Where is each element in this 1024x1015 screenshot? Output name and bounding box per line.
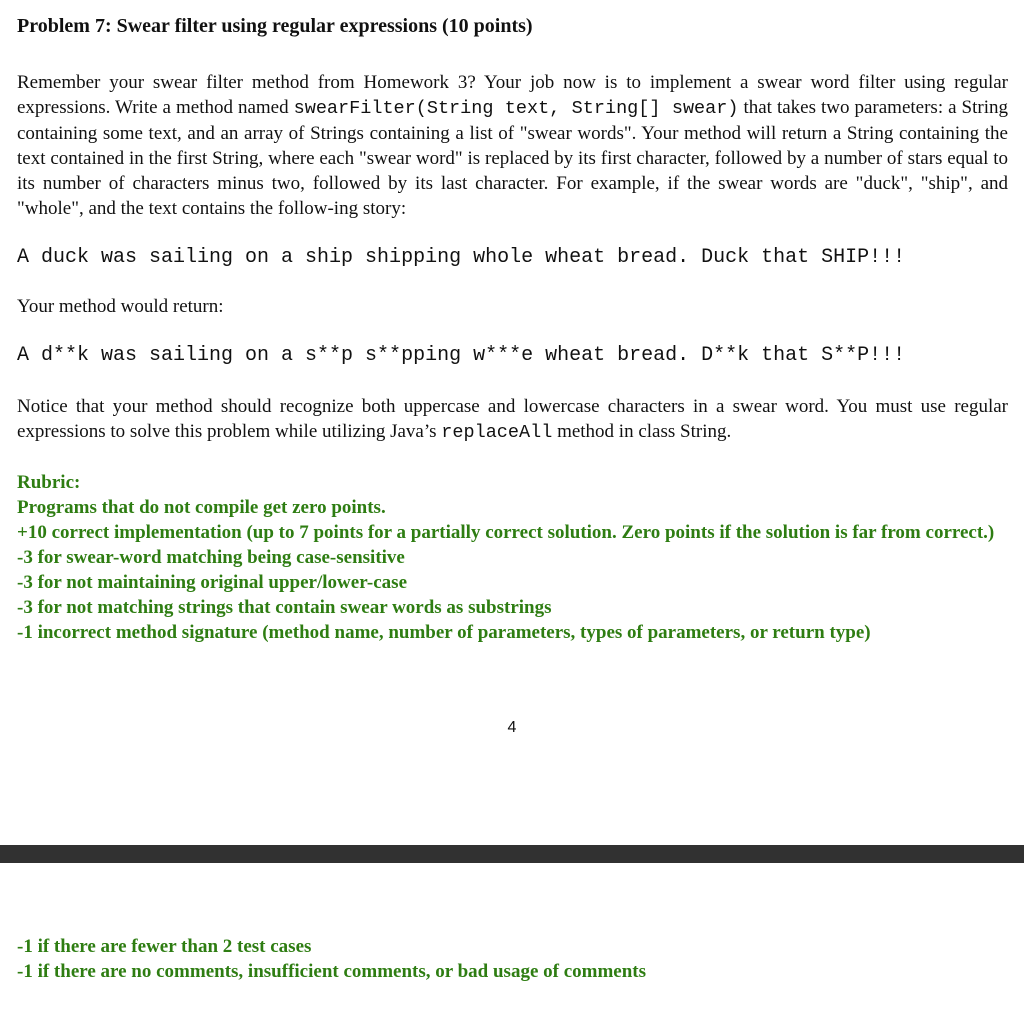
rubric-item: -1 if there are fewer than 2 test cases	[17, 936, 312, 957]
rubric-item: -3 for swear-word matching being case-sensitive	[17, 547, 405, 568]
notice-text-1: Notice that your method should recognize both uppercase and lowercase characters in a swear word. You must use regular expressions to solve this problem while utilizing Java’s	[17, 396, 1008, 442]
rubric-item: -3 for not matching strings that contain swear words as substrings	[17, 597, 552, 618]
example-output-code: A d**k was sailing on a s**p s**pping w***e wheat bread. D**k that S**P!!!	[17, 344, 906, 367]
rubric-item: -1 incorrect method signature (method name, number of parameters, types of parameters, or return type)	[17, 622, 871, 643]
intro-text-1: Remember your swear filter method from Homework 3? Your job now is to implement a swear word filter using regular expressions. Write a method named	[17, 72, 1008, 118]
method-signature-code: swearFilter(String text, String[] swear)	[293, 98, 739, 119]
intro-text-2: that takes two parameters: a String containing some text, and an array of Strings containing a list of "swear words". Your method will return a String containing the text contained in the first String, where each "swear word" is replaced by its first character, followed by a number of stars equal to its number of characters minus two, followed by its last character. For example, if the swear words are "duck", "ship", and "whole", and the text contains the follow-ing story:	[17, 97, 1008, 219]
rubric-item: +10 correct implementation (up to 7 points for a partially correct solution. Zero points if the solution is far from correct.)	[17, 522, 995, 543]
page-divider	[0, 845, 1024, 863]
intro-paragraph	[17, 70, 1008, 221]
rubric-continued	[17, 934, 1007, 984]
page-number: 4	[507, 719, 517, 736]
rubric-heading: Rubric:	[17, 472, 81, 493]
example-input-code: A duck was sailing on a ship shipping whole wheat bread. Duck that SHIP!!!	[17, 246, 906, 269]
return-label: Your method would return:	[17, 296, 224, 317]
problem-title: Problem 7: Swear filter using regular expressions (10 points)	[17, 15, 533, 37]
rubric-item: -1 if there are no comments, insufficient comments, or bad usage of comments	[17, 961, 647, 982]
replaceall-code: replaceAll	[441, 422, 553, 443]
rubric-section	[17, 470, 1008, 645]
notice-paragraph	[17, 394, 1008, 445]
notice-text-2: method in class String.	[552, 421, 732, 442]
rubric-item: -3 for not maintaining original upper/lower-case	[17, 572, 408, 593]
rubric-item: Programs that do not compile get zero points.	[17, 497, 386, 518]
